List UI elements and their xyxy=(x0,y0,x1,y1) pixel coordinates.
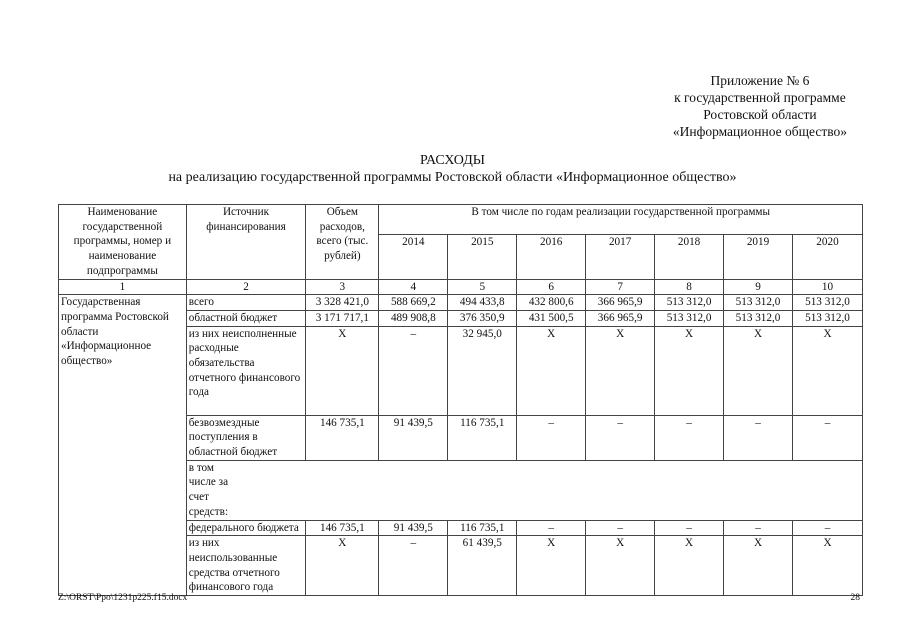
header-source: Источник финансирования xyxy=(186,205,306,280)
header-total: Объем расходов, всего (тыс. рублей) xyxy=(306,205,379,280)
value-cell: – xyxy=(655,415,724,460)
header-program-name: Наименование государственной программы, номер и наименование подпрограммы xyxy=(59,205,187,280)
value-cell: 3 328 421,0 xyxy=(306,295,379,311)
value-cell: – xyxy=(792,520,862,536)
footer-file-path: Z:\ORST\Ppo\1231p225.f15.docx xyxy=(58,593,188,603)
value-cell: 61 439,5 xyxy=(448,536,517,596)
document-title: РАСХОДЫ xyxy=(420,153,485,168)
value-cell: 116 735,1 xyxy=(448,520,517,536)
appendix-header xyxy=(673,72,847,140)
column-number: 2 xyxy=(186,279,306,295)
value-cell: X xyxy=(792,536,862,596)
value-cell: 146 735,1 xyxy=(306,520,379,536)
value-cell: X xyxy=(655,326,724,415)
value-cell: 513 312,0 xyxy=(792,310,862,326)
value-cell: 366 965,9 xyxy=(586,310,655,326)
value-cell: – xyxy=(517,520,586,536)
header-year: 2014 xyxy=(379,234,448,279)
document-subtitle: на реализацию государственной программы Ростовской области «Информационное общество» xyxy=(168,170,737,185)
column-number: 9 xyxy=(724,279,793,295)
column-number: 4 xyxy=(379,279,448,295)
column-number: 1 xyxy=(59,279,187,295)
header-row-1 xyxy=(59,205,863,235)
appendix-line-3: Ростовской области xyxy=(703,107,817,122)
value-cell: 494 433,8 xyxy=(448,295,517,311)
value-cell: 32 945,0 xyxy=(448,326,517,415)
value-cell: X xyxy=(306,536,379,596)
source-cell: безвозмездные поступления в областной бюджет xyxy=(186,415,306,460)
value-cell: 513 312,0 xyxy=(724,295,793,311)
value-cell: – xyxy=(724,415,793,460)
value-cell: 116 735,1 xyxy=(448,415,517,460)
expenses-table xyxy=(58,204,863,596)
source-cell: федерального бюджета xyxy=(186,520,306,536)
value-cell: 513 312,0 xyxy=(792,295,862,311)
column-number: 10 xyxy=(792,279,862,295)
appendix-line-4: «Информационное общество» xyxy=(672,124,847,139)
source-cell: из них неиспользованные средства отчетного финансового года xyxy=(186,536,306,596)
value-cell: 91 439,5 xyxy=(379,415,448,460)
value-cell: – xyxy=(379,536,448,596)
value-cell: X xyxy=(655,536,724,596)
source-cell: всего xyxy=(186,295,306,311)
column-number: 5 xyxy=(448,279,517,295)
source-cell: из них неисполненные расходные обязательства отчетного финансового года xyxy=(186,326,306,415)
column-number-row xyxy=(59,279,863,295)
value-cell: 91 439,5 xyxy=(379,520,448,536)
source-cell: областной бюджет xyxy=(186,310,306,326)
header-year: 2017 xyxy=(586,234,655,279)
value-cell: 513 312,0 xyxy=(655,295,724,311)
column-number: 7 xyxy=(586,279,655,295)
value-cell: – xyxy=(586,520,655,536)
including-label: в том числе за счет средств: xyxy=(186,460,862,520)
value-cell: 513 312,0 xyxy=(655,310,724,326)
header-year: 2018 xyxy=(655,234,724,279)
value-cell: – xyxy=(586,415,655,460)
value-cell: 376 350,9 xyxy=(448,310,517,326)
value-cell: 489 908,8 xyxy=(379,310,448,326)
value-cell: X xyxy=(586,326,655,415)
program-name-cell: Государственная программа Ростовской области «Информационное общество» xyxy=(59,295,187,596)
value-cell: X xyxy=(517,536,586,596)
value-cell: 366 965,9 xyxy=(586,295,655,311)
value-cell: – xyxy=(517,415,586,460)
header-year: 2016 xyxy=(517,234,586,279)
appendix-line-1: Приложение № 6 xyxy=(710,73,810,88)
column-number: 3 xyxy=(306,279,379,295)
value-cell: X xyxy=(306,326,379,415)
value-cell: X xyxy=(724,326,793,415)
value-cell: X xyxy=(586,536,655,596)
value-cell: 3 171 717,1 xyxy=(306,310,379,326)
header-years-group: В том числе по годам реализации государственной программы xyxy=(379,205,863,235)
value-cell: 588 669,2 xyxy=(379,295,448,311)
footer-page-number: 28 xyxy=(850,593,860,603)
value-cell: – xyxy=(792,415,862,460)
value-cell: 513 312,0 xyxy=(724,310,793,326)
header-year: 2015 xyxy=(448,234,517,279)
value-cell: – xyxy=(724,520,793,536)
header-year: 2020 xyxy=(792,234,862,279)
value-cell: 146 735,1 xyxy=(306,415,379,460)
value-cell: X xyxy=(517,326,586,415)
value-cell: X xyxy=(724,536,793,596)
value-cell: 431 500,5 xyxy=(517,310,586,326)
value-cell: – xyxy=(379,326,448,415)
appendix-line-2: к государственной программе xyxy=(674,90,846,105)
column-number: 6 xyxy=(517,279,586,295)
value-cell: 432 800,6 xyxy=(517,295,586,311)
header-year: 2019 xyxy=(724,234,793,279)
column-number: 8 xyxy=(655,279,724,295)
value-cell: – xyxy=(655,520,724,536)
table-row xyxy=(59,295,863,311)
value-cell: X xyxy=(792,326,862,415)
